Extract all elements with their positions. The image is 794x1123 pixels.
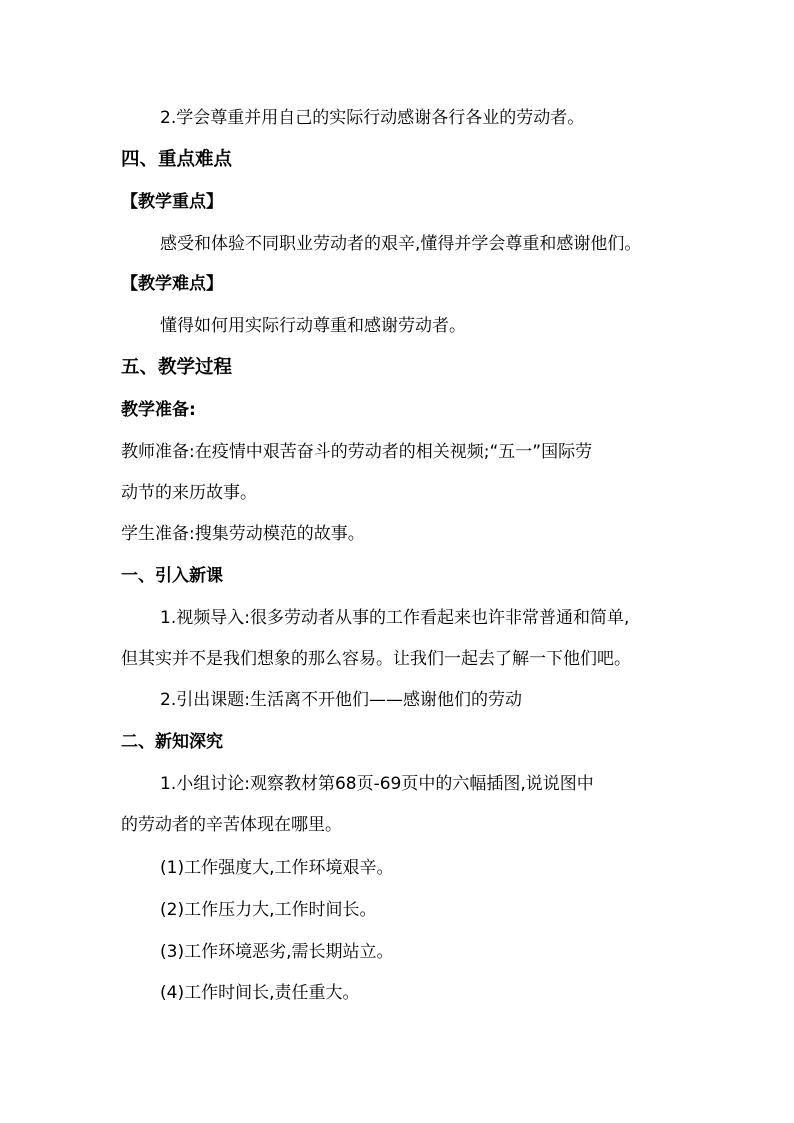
list-item: (4)工作时间长,责任重大。	[160, 983, 360, 1003]
list-item: (2)工作压力大,工作时间长。	[160, 900, 377, 920]
section-4-heading: 四、重点难点	[121, 149, 233, 170]
key-points-text: 感受和体验不同职业劳动者的艰辛,懂得并学会尊重和感谢他们。	[160, 234, 642, 254]
teacher-prep-line-2: 动节的来历故事。	[121, 483, 257, 503]
prep-label: 教学准备:	[121, 400, 196, 420]
difficulties-text: 懂得如何用实际行动尊重和感谢劳动者。	[160, 316, 466, 336]
part-2-heading: 二、新知深究	[121, 732, 223, 752]
intro-item-1-line-1: 1.视频导入:很多劳动者从事的工作看起来也许非常普通和简单,	[160, 608, 630, 628]
discussion-line-2: 的劳动者的辛苦体现在哪里。	[121, 815, 342, 835]
key-points-label: 【教学重点】	[121, 192, 223, 212]
discussion-line-1: 1.小组讨论:观察教材第68页-69页中的六幅插图,说说图中	[160, 774, 594, 794]
section-5-heading: 五、教学过程	[121, 357, 233, 378]
student-prep: 学生准备:搜集劳动模范的故事。	[121, 524, 365, 544]
intro-item-1-line-2: 但其实并不是我们想象的那么容易。让我们一起去了解一下他们吧。	[121, 649, 631, 669]
teacher-prep-line-1: 教师准备:在疫情中艰苦奋斗的劳动者的相关视频;“五一”国际劳	[121, 442, 593, 462]
list-item: (3)工作环境恶劣,需长期站立。	[160, 942, 394, 962]
part-1-heading: 一、引入新课	[121, 566, 223, 586]
intro-item-2: 2.引出课题:生活离不开他们——感谢他们的劳动	[160, 690, 522, 710]
list-item: (1)工作强度大,工作环境艰辛。	[160, 858, 394, 878]
goal-item-2: 2.学会尊重并用自己的实际行动感谢各行各业的劳动者。	[160, 108, 585, 128]
difficulties-label: 【教学难点】	[121, 274, 223, 294]
